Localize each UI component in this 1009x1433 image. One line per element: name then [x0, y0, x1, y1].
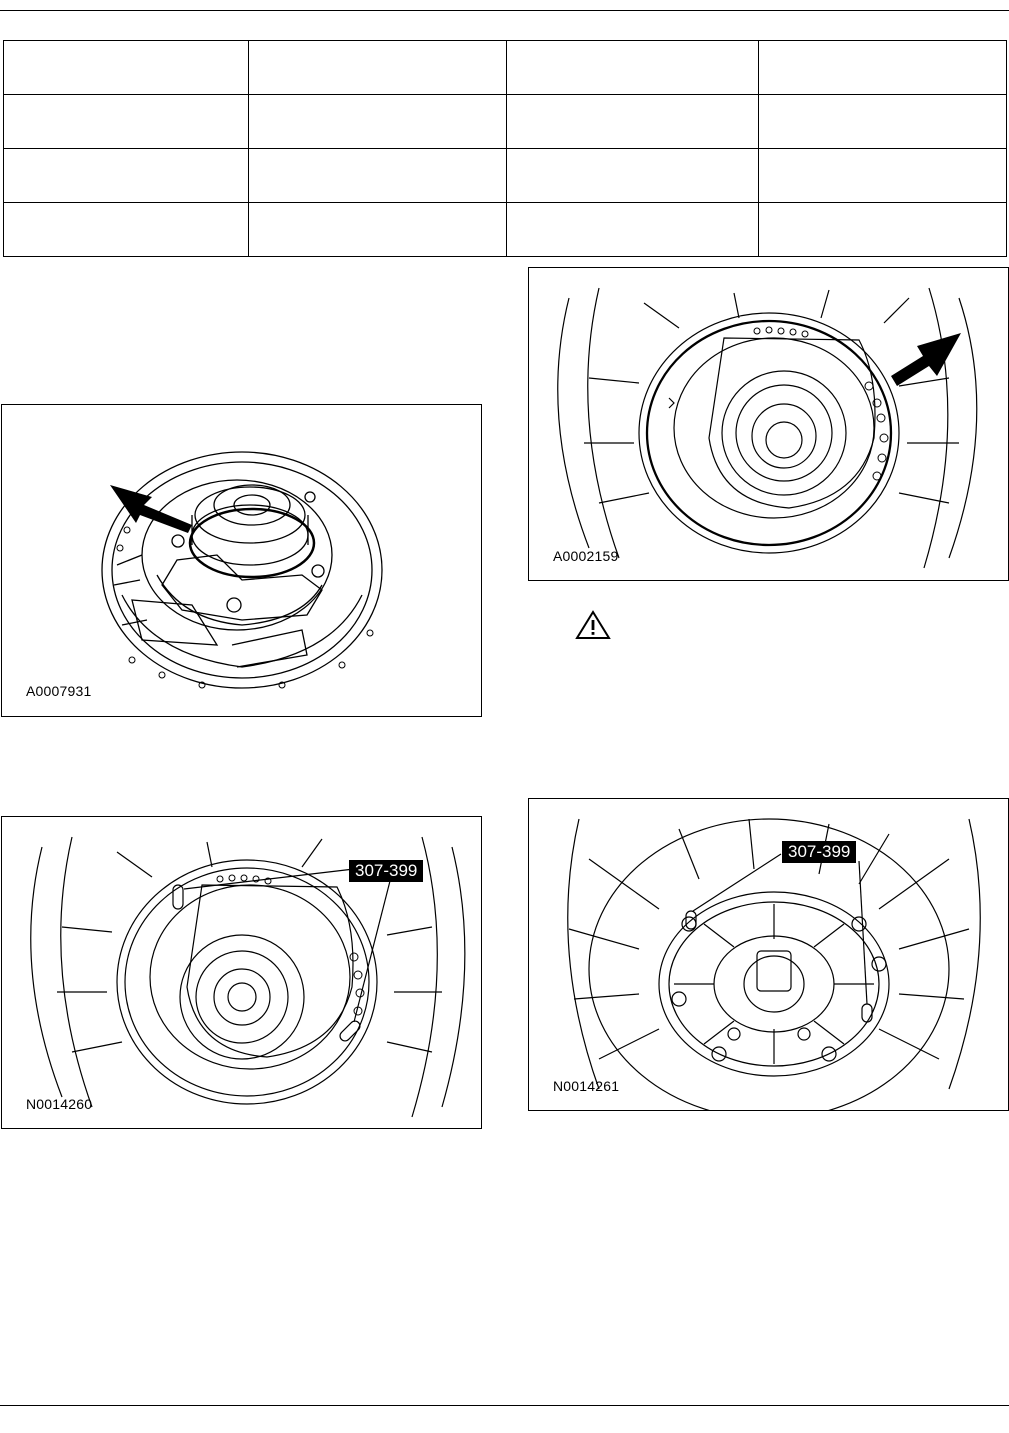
- footer-rule: [0, 1405, 1009, 1406]
- figure-label: A0007931: [26, 683, 92, 699]
- pump-illustration: [2, 405, 481, 716]
- table-cell: [4, 149, 249, 203]
- tool-callout: 307-399: [349, 860, 423, 882]
- table-row: [4, 95, 1007, 149]
- pump-illustration: [529, 799, 1008, 1110]
- arrow-icon: [891, 333, 961, 386]
- warning-triangle-icon: [575, 610, 611, 640]
- figure-label: N0014260: [26, 1096, 93, 1112]
- table-row: [4, 41, 1007, 95]
- figure-n0014260: [1, 816, 482, 1129]
- figure-a0002159: [528, 267, 1009, 581]
- table-cell: [507, 95, 759, 149]
- table-cell: [249, 203, 507, 257]
- table-cell: [507, 41, 759, 95]
- table-cell: [4, 203, 249, 257]
- table-cell: [759, 203, 1007, 257]
- figure-n0014261: [528, 798, 1009, 1111]
- table-cell: [4, 95, 249, 149]
- pump-illustration: [529, 268, 1008, 580]
- table-cell: [759, 41, 1007, 95]
- table-cell: [759, 149, 1007, 203]
- table-cell: [4, 41, 249, 95]
- figure-a0007931: [1, 404, 482, 717]
- figure-label: A0002159: [553, 548, 619, 564]
- table-cell: [249, 149, 507, 203]
- table-cell: [759, 95, 1007, 149]
- table-row: [4, 203, 1007, 257]
- table-row: [4, 149, 1007, 203]
- tool-callout: 307-399: [782, 841, 856, 863]
- figure-label: N0014261: [553, 1078, 620, 1094]
- header-rule: [0, 10, 1009, 11]
- table-cell: [507, 203, 759, 257]
- table-cell: [249, 95, 507, 149]
- table-cell: [507, 149, 759, 203]
- table-cell: [249, 41, 507, 95]
- spec-table: [3, 40, 1007, 257]
